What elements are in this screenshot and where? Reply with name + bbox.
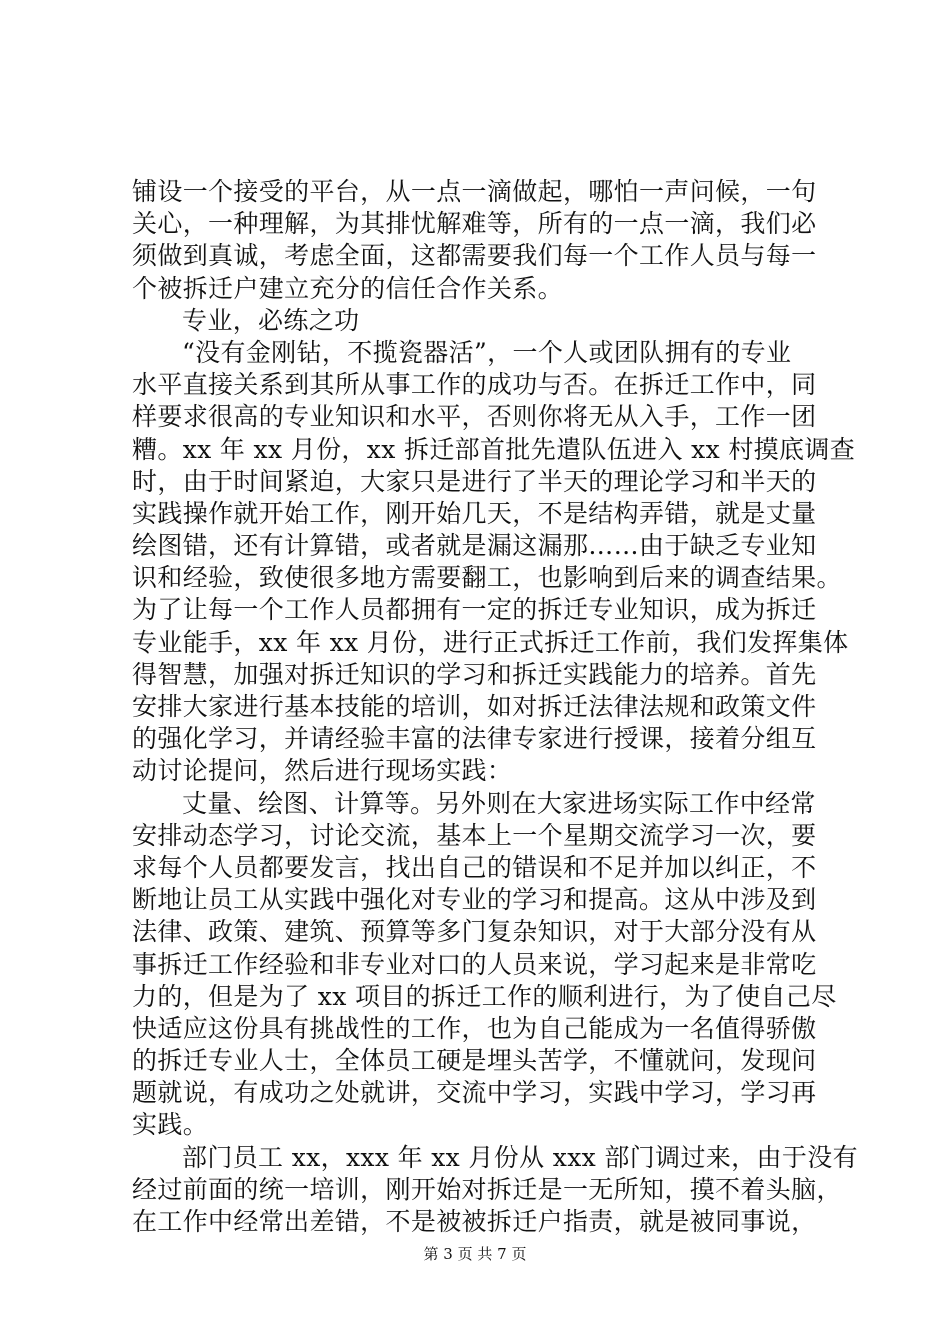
text-line: 糟。xx 年 xx 月份，xx 拆迁部首批先遣队伍进入 xx 村摸底调查	[132, 434, 856, 464]
text-line: 关心，一种理解，为其排忧解难等，所有的一点一滴，我们必	[132, 209, 817, 239]
text-line: 事拆迁工作经验和非专业对口的人员来说，学习起来是非常吃	[132, 949, 817, 979]
text-line: “没有金刚钻，不揽瓷器活”，一个人或团队拥有的专业	[182, 337, 792, 367]
text-line: 须做到真诚，考虑全面，这都需要我们每一个工作人员与每一	[132, 241, 817, 271]
text-line: 专业，必练之功	[182, 305, 360, 335]
text-line: 力的，但是为了 xx 项目的拆迁工作的顺利进行，为了使自己尽	[132, 981, 837, 1011]
text-line: 绘图错，还有计算错，或者就是漏这漏那……由于缺乏专业知	[132, 531, 817, 561]
text-line: 法律、政策、建筑、预算等多门复杂知识，对于大部分没有从	[132, 917, 817, 947]
page-footer: 第 3 页 共 7 页	[423, 1245, 527, 1263]
text-line: 水平直接关系到其所从事工作的成功与否。在拆迁工作中，同	[132, 370, 817, 400]
text-line: 为了让每一个工作人员都拥有一定的拆迁专业知识，成为拆迁	[132, 595, 817, 625]
text-line: 样要求很高的专业知识和水平，否则你将无从入手，工作一团	[132, 402, 817, 432]
text-line: 题就说，有成功之处就讲，交流中学习，实践中学习，学习再	[132, 1078, 817, 1108]
text-line: 丈量、绘图、计算等。另外则在大家进场实际工作中经常	[182, 788, 816, 818]
text-line: 经过前面的统一培训，刚开始对拆迁是一无所知，摸不着头脑，	[132, 1174, 842, 1204]
document-body	[132, 176, 858, 1238]
text-line: 得智慧，加强对拆迁知识的学习和拆迁实践能力的培养。首先	[132, 659, 817, 689]
text-line: 识和经验，致使很多地方需要翻工，也影响到后来的调查结果。	[132, 563, 842, 593]
text-line: 安排大家进行基本技能的培训，如对拆迁法律法规和政策文件	[132, 692, 817, 721]
text-line: 专业能手，xx 年 xx 月份，进行正式拆迁工作前，我们发挥集体	[132, 627, 849, 657]
text-line: 断地让员工从实践中强化对专业的学习和提高。这从中涉及到	[132, 885, 817, 915]
text-line: 在工作中经常出差错，不是被被拆迁户指责，就是被同事说，	[132, 1207, 817, 1236]
text-line: 的强化学习，并请经验丰富的法律专家进行授课，接着分组互	[132, 724, 817, 754]
text-line: 部门员工 xx，xxx 年 xx 月份从 xxx 部门调过来，由于没有	[182, 1142, 858, 1172]
text-line: 个被拆迁户建立充分的信任合作关系。	[132, 273, 563, 303]
text-line: 动讨论提问，然后进行现场实践：	[132, 756, 513, 786]
text-line: 实践操作就开始工作，刚开始几天，不是结构弄错，就是丈量	[132, 498, 817, 528]
text-line: 实践。	[132, 1110, 209, 1140]
text-line: 求每个人员都要发言，找出自己的错误和不足并加以纠正，不	[132, 852, 817, 882]
text-line: 铺设一个接受的平台，从一点一滴做起，哪怕一声问候，一句	[132, 177, 817, 206]
text-line: 的拆迁专业人士，全体员工硬是埋头苦学，不懂就问，发现问	[132, 1046, 817, 1076]
text-line: 时，由于时间紧迫，大家只是进行了半天的理论学习和半天的	[132, 466, 817, 496]
text-line: 快适应这份具有挑战性的工作，也为自己能成为一名值得骄傲	[132, 1013, 817, 1043]
text-line: 安排动态学习，讨论交流，基本上一个星期交流学习一次，要	[132, 820, 817, 850]
